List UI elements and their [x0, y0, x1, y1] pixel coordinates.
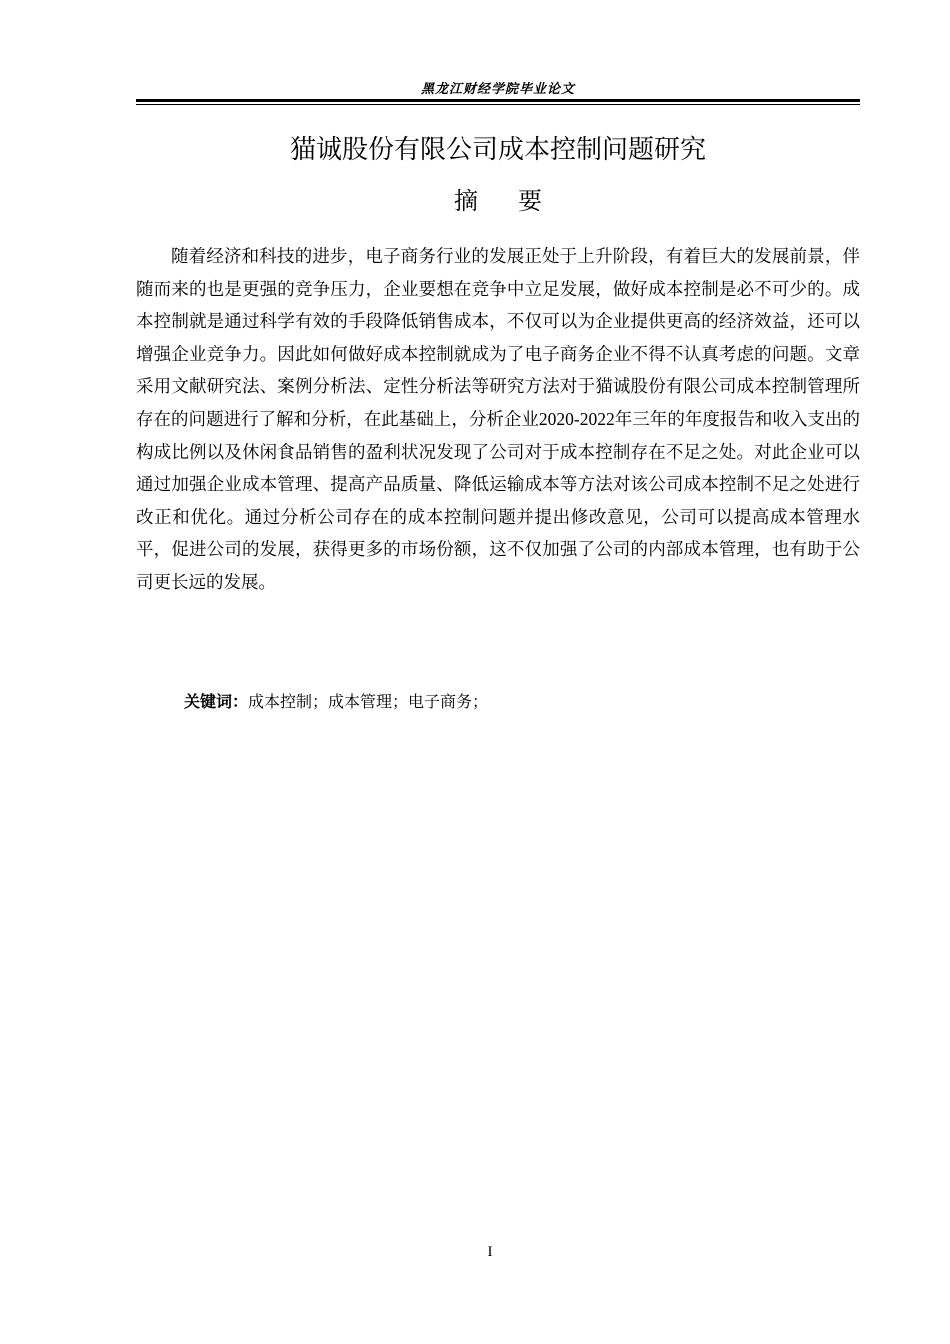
document-title: 猫诚股份有限公司成本控制问题研究 [289, 135, 706, 165]
keywords-value: 成本控制；成本管理；电子商务； [248, 692, 489, 711]
keywords-label: 关键词： [184, 692, 249, 711]
header-rule-thin [136, 104, 860, 105]
page-number: I [487, 1244, 493, 1260]
abstract-heading: 摘要 [454, 187, 582, 215]
running-header: 黑龙江财经学院毕业论文 [420, 82, 575, 97]
keywords-line [184, 688, 488, 716]
header-rule-thick [136, 99, 860, 102]
abstract-body: 随着经济和科技的进步，电子商务行业的发展正处于上升阶段，有着巨大的发展前景，伴随而来的也是更强的竞争压力，企业要想在竞争中立足发展，做好成本控制是必不可少的。成本控制就是通过科学有效的手段降低销售成本，不仅可以为企业提供更高的经济效益，还可以增强企业竞争力。因此如何做好成本控制就成为了电子商务企业不得不认真考虑的问题。文章采用文献研究法、案例分析法、定性分析法等研究方法对于猫诚股份有限公司成本控制管理所存在的问题进行了解和分析，在此基础上，分析企业2020-2022年三年的年度报告和收入支出的构成比例以及休闲食品销售的盈利状况发现了公司对于成本控制存在不足之处。对此企业可以通过加强企业成本管理、提高产品质量、降低运输成本等方法对该公司成本控制不足之处进行改正和优化。通过分析公司存在的成本控制问题并提出修改意见，公司可以提高成本管理水平，促进公司的发展，获得更多的市场份额，这不仅加强了公司的内部成本管理，也有助于公司更长远的发展。 [136, 246, 860, 592]
